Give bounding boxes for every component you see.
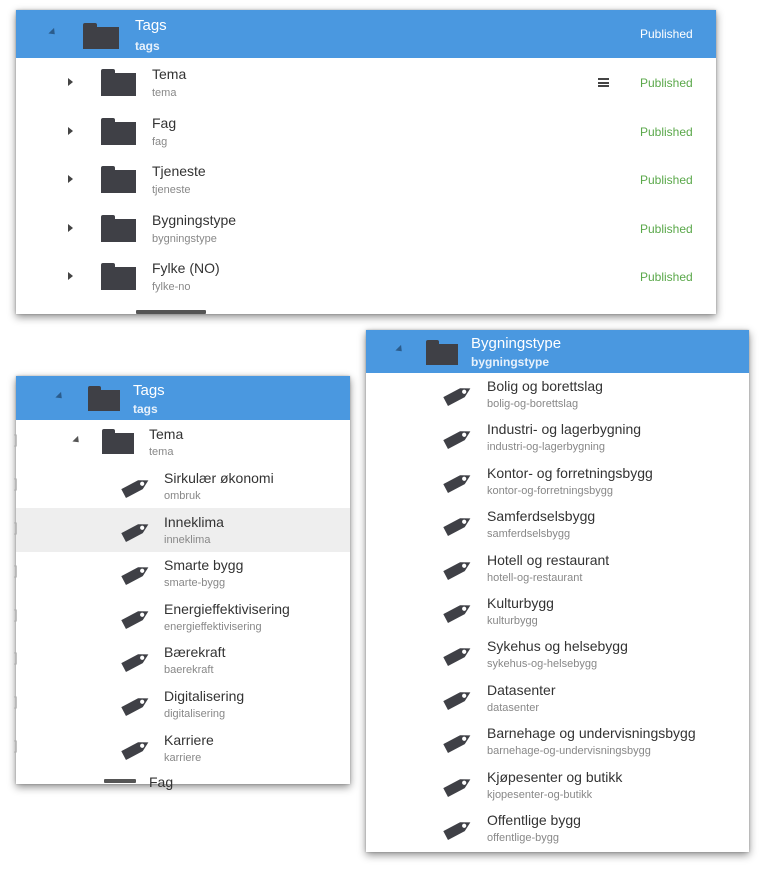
tag-title: Datasenter [487,681,556,698]
tag-title: Samferdselsbygg [487,508,596,525]
tag-alias: baerekraft [164,664,214,677]
tag-alias: smarte-bygg [164,577,226,590]
status-published: Published [640,173,693,187]
folder-icon [88,386,120,411]
tag-item[interactable] [366,503,749,546]
node-alias: tjeneste [152,184,191,196]
row-edge-marker: ] [14,563,18,579]
tag-icon [119,563,153,585]
node-title: Fylke (NO) [152,260,220,276]
tag-title: Barnehage og undervisningsbygg [487,725,696,742]
tag-icon [119,694,153,716]
tag-alias: karriere [164,751,202,764]
tree-node-tags-selected[interactable] [16,10,716,58]
tag-title: Kontor- og forretningsbygg [487,464,653,481]
tag-title: Hotell og restaurant [487,551,610,568]
tag-alias: ombruk [164,490,201,502]
tag-title: Kulturbygg [487,595,554,611]
tag-title: Karriere [164,731,214,748]
caret-expanded-icon[interactable] [72,436,81,445]
folder-icon [83,23,119,49]
folder-icon [101,263,136,290]
tag-item[interactable] [16,726,350,770]
tag-icon [441,427,475,449]
node-title: Tjeneste [152,163,206,179]
partial-next-row [136,310,206,314]
folder-icon [101,215,136,242]
folder-icon [101,118,136,145]
tag-item[interactable] [366,547,749,590]
tag-icon [441,775,475,797]
node-title: Bygningstype [471,335,562,352]
caret-expanded-icon[interactable] [48,28,57,37]
node-alias: tema [149,446,174,458]
tag-title: Industri- og lagerbygning [487,421,642,438]
node-title: Fag [152,114,177,131]
tag-alias: kontor-og-forretningsbygg [487,484,613,497]
tree-node-bygningstype-selected[interactable] [366,330,749,373]
tag-icon [441,644,475,666]
tag-item[interactable] [366,590,749,633]
tag-icon [441,558,475,580]
status-published: Published [640,124,693,139]
tags-tree-panel-bygningstype [366,330,749,852]
tag-item[interactable] [16,551,350,595]
node-alias: bygningstype [152,232,217,245]
status-published: Published [640,270,693,284]
caret-expanded-icon[interactable] [55,392,64,401]
tag-alias: kjopesenter-og-butikk [487,788,593,801]
tree-node-tema[interactable] [16,420,350,464]
caret-collapsed-icon[interactable] [68,127,73,135]
row-edge-marker: ] [14,476,18,491]
tag-item[interactable] [366,764,749,807]
caret-collapsed-icon[interactable] [68,224,73,232]
tag-icon [441,818,475,840]
tag-item[interactable] [366,807,749,850]
tag-alias: kulturbygg [487,615,538,627]
partial-row-title: Fag [149,774,174,790]
tag-item[interactable] [16,464,350,508]
row-edge-marker: ] [14,694,18,709]
status-published: Published [640,27,693,41]
tag-item[interactable] [366,416,749,459]
tag-title: Energieffektivisering [164,600,290,617]
row-edge-marker: ] [14,519,18,535]
tree-node[interactable] [16,204,716,252]
tag-item[interactable] [16,638,350,682]
tag-alias: inneklima [164,533,211,546]
node-alias: fylke-no [152,281,191,293]
caret-expanded-icon[interactable] [395,345,404,354]
tag-title: Kjøpesenter og butikk [487,768,623,785]
tag-icon [441,688,475,710]
node-alias: tags [135,39,160,53]
tag-alias: energieffektivisering [164,620,262,633]
folder-icon [101,166,136,193]
tag-alias: hotell-og-restaurant [487,571,583,584]
node-title: Bygningstype [152,211,237,228]
tag-icon [119,520,153,542]
folder-icon [101,69,136,96]
tag-icon [441,471,475,493]
tag-title: Digitalisering [164,688,245,704]
node-alias: bygningstype [471,355,550,369]
tag-item[interactable] [16,682,350,726]
tree-node[interactable] [16,155,716,203]
node-alias: tema [152,87,177,99]
tag-alias: digitalisering [164,708,226,720]
tag-title: Bolig og borettslag [487,378,603,394]
folder-icon [102,429,134,454]
tag-alias: barnehage-og-undervisningsbygg [487,745,651,758]
tag-alias: industri-og-lagerbygning [487,441,606,454]
node-title: Tema [152,66,187,82]
tag-title: Smarte bygg [164,557,244,574]
tag-item[interactable] [366,633,749,676]
tag-item[interactable] [16,508,350,552]
tag-title: Sirkulær økonomi [164,470,274,486]
tag-item[interactable] [366,373,749,416]
tag-alias: datasenter [487,701,539,714]
tag-title: Inneklima [164,513,224,530]
tag-title: Offentlige bygg [487,812,581,828]
node-title: Tema [149,426,184,442]
row-edge-marker: ] [14,606,18,622]
caret-collapsed-icon[interactable] [68,78,73,86]
node-alias: fag [152,135,168,148]
tag-icon [441,384,475,406]
partial-next-row [104,779,136,783]
tree-node-tags-selected[interactable] [16,376,350,420]
tag-title: Sykehus og helsebygg [487,638,628,655]
caret-collapsed-icon[interactable] [68,272,73,280]
tag-item[interactable] [16,595,350,639]
tag-alias: samferdselsbygg [487,528,571,541]
tag-alias: offentlige-bygg [487,832,559,844]
tag-alias: sykehus-og-helsebygg [487,658,598,671]
node-title: Tags [135,17,167,34]
tag-icon [119,476,153,498]
tag-icon [119,607,153,629]
tags-tree-panel-tema [14,376,350,790]
tags-tree-panel-top [16,10,716,314]
tag-item[interactable] [366,460,749,503]
tree-node[interactable] [16,58,716,106]
row-edge-marker: ] [14,432,18,447]
node-title: Tags [133,382,165,399]
tag-item[interactable] [366,720,749,763]
node-alias: tags [133,402,158,416]
status-published: Published [640,76,693,90]
tag-icon [441,514,475,536]
tag-item[interactable] [366,677,749,720]
caret-collapsed-icon[interactable] [68,175,73,183]
tag-title: Bærekraft [164,644,226,661]
tag-alias: bolig-og-borettslag [487,398,579,410]
folder-icon [426,340,458,365]
tree-node[interactable] [16,252,716,300]
tag-icon [441,601,475,623]
tree-node[interactable] [16,107,716,155]
row-edge-marker: ] [14,737,18,753]
row-edge-marker: ] [14,650,18,666]
status-published: Published [640,221,693,236]
tag-icon [119,650,153,672]
tag-icon [119,738,153,760]
tag-icon [441,731,475,753]
hamburger-menu-icon[interactable] [598,78,609,87]
